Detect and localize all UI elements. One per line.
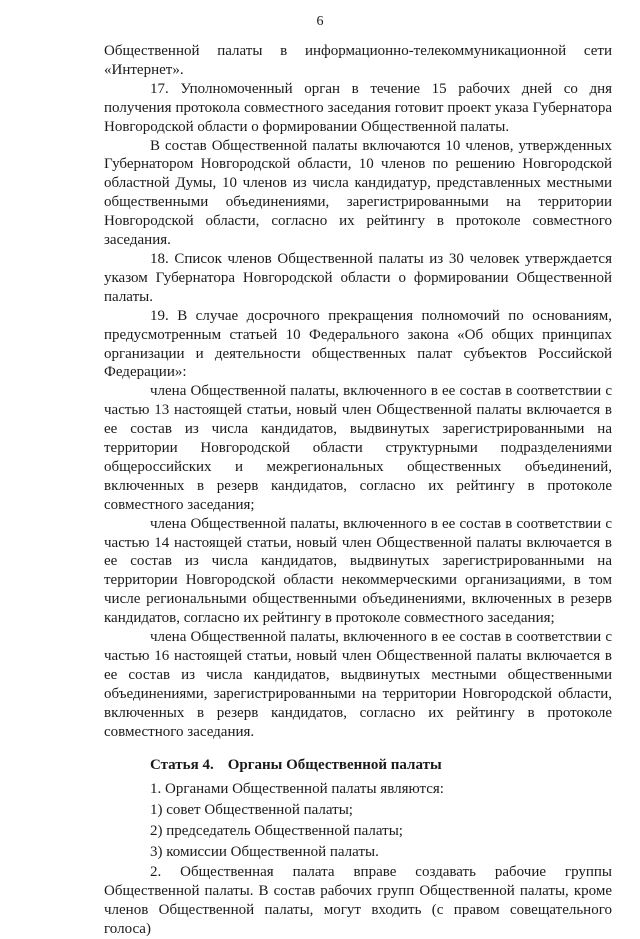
article-number: Статья 4. [150,756,214,773]
paragraph-continuation: Общественной палаты в информационно-телекоммуникационной сети «Интернет». [104,43,612,78]
paragraph-19-clause-13: члена Общественной палаты, включенного в ее состав в соответствии с частью 13 настоящей статьи, новый член Общественной палаты включается в ее состав из числа кандидатов, выдвинутых зарегистрированными на территории Новгородской области структурными подразделениями общероссийских и межрегиональных общественных объединений, включенных в резерв кандидатов, согласно их рейтингу в протоколе совместного заседания; [104,383,612,513]
paragraph-19: 19. В случае досрочного прекращения полномочий по основаниям, предусмотренным статьей 10 Федерального закона «Об общих принципах организации и деятельности общественных палат субъектов Российской Федерации»: [104,307,612,381]
paragraph-17: 17. Уполномоченный орган в течение 15 рабочих дней со дня получения протокола совместного заседания готовит проект указа Губернатора Новгородской области о формировании Общественной палаты. [104,80,612,135]
article-item: 1) совет Общественной палаты; [150,802,353,819]
paragraph-19-clause-16: члена Общественной палаты, включенного в ее состав в соответствии с частью 16 настоящей статьи, новый член Общественной палаты включается в ее состав из числа кандидатов, выдвинутых местными общественными объединениями, зарегистрированными на территории Новгородской области, включенных в резерв кандидатов, согласно их рейтингу в протоколе совместного заседания. [104,629,612,740]
article-item: 2) председатель Общественной палаты; [150,823,403,840]
page-number: 6 [316,14,324,29]
document-body [104,42,612,939]
paragraph-composition: В состав Общественной палаты включаются 10 членов, утвержденных Губернатором Новгородской области, 10 членов по решению Новгородской областной Думы, 10 членов из числа кандидатур, представленных местными общественными объединениями, зарегистрированными на территории Новгородской области, согласно их рейтингу в протоколе совместного заседания. [104,137,612,249]
article-heading [104,756,612,775]
article-item: 3) комиссии Общественной палаты. [150,844,379,861]
paragraph-19-clause-14: члена Общественной палаты, включенного в ее состав в соответствии с частью 14 настоящей статьи, новый член Общественной палаты включается в ее состав из числа кандидатов, выдвинутых зарегистрированными на территории Новгородской области некоммерческими организациями, в том числе региональными общественными объединениями, включенных в резерв кандидатов, согласно их рейтингу в протоколе совместного заседания; [104,515,612,627]
paragraph-18: 18. Список членов Общественной палаты из 30 человек утверждается указом Губернатора Новгородской области о формировании Общественной палаты. [104,250,612,305]
article-title: Органы Общественной палаты [227,756,442,773]
article-item: 1. Органами Общественной палаты являются: [150,781,444,798]
paragraph-working-groups: 2. Общественная палата вправе создавать рабочие группы Общественной палаты. В состав рабочих групп Общественной палаты, кроме членов Общественной палаты, могут входить (с правом совещательного голоса) [104,864,612,938]
